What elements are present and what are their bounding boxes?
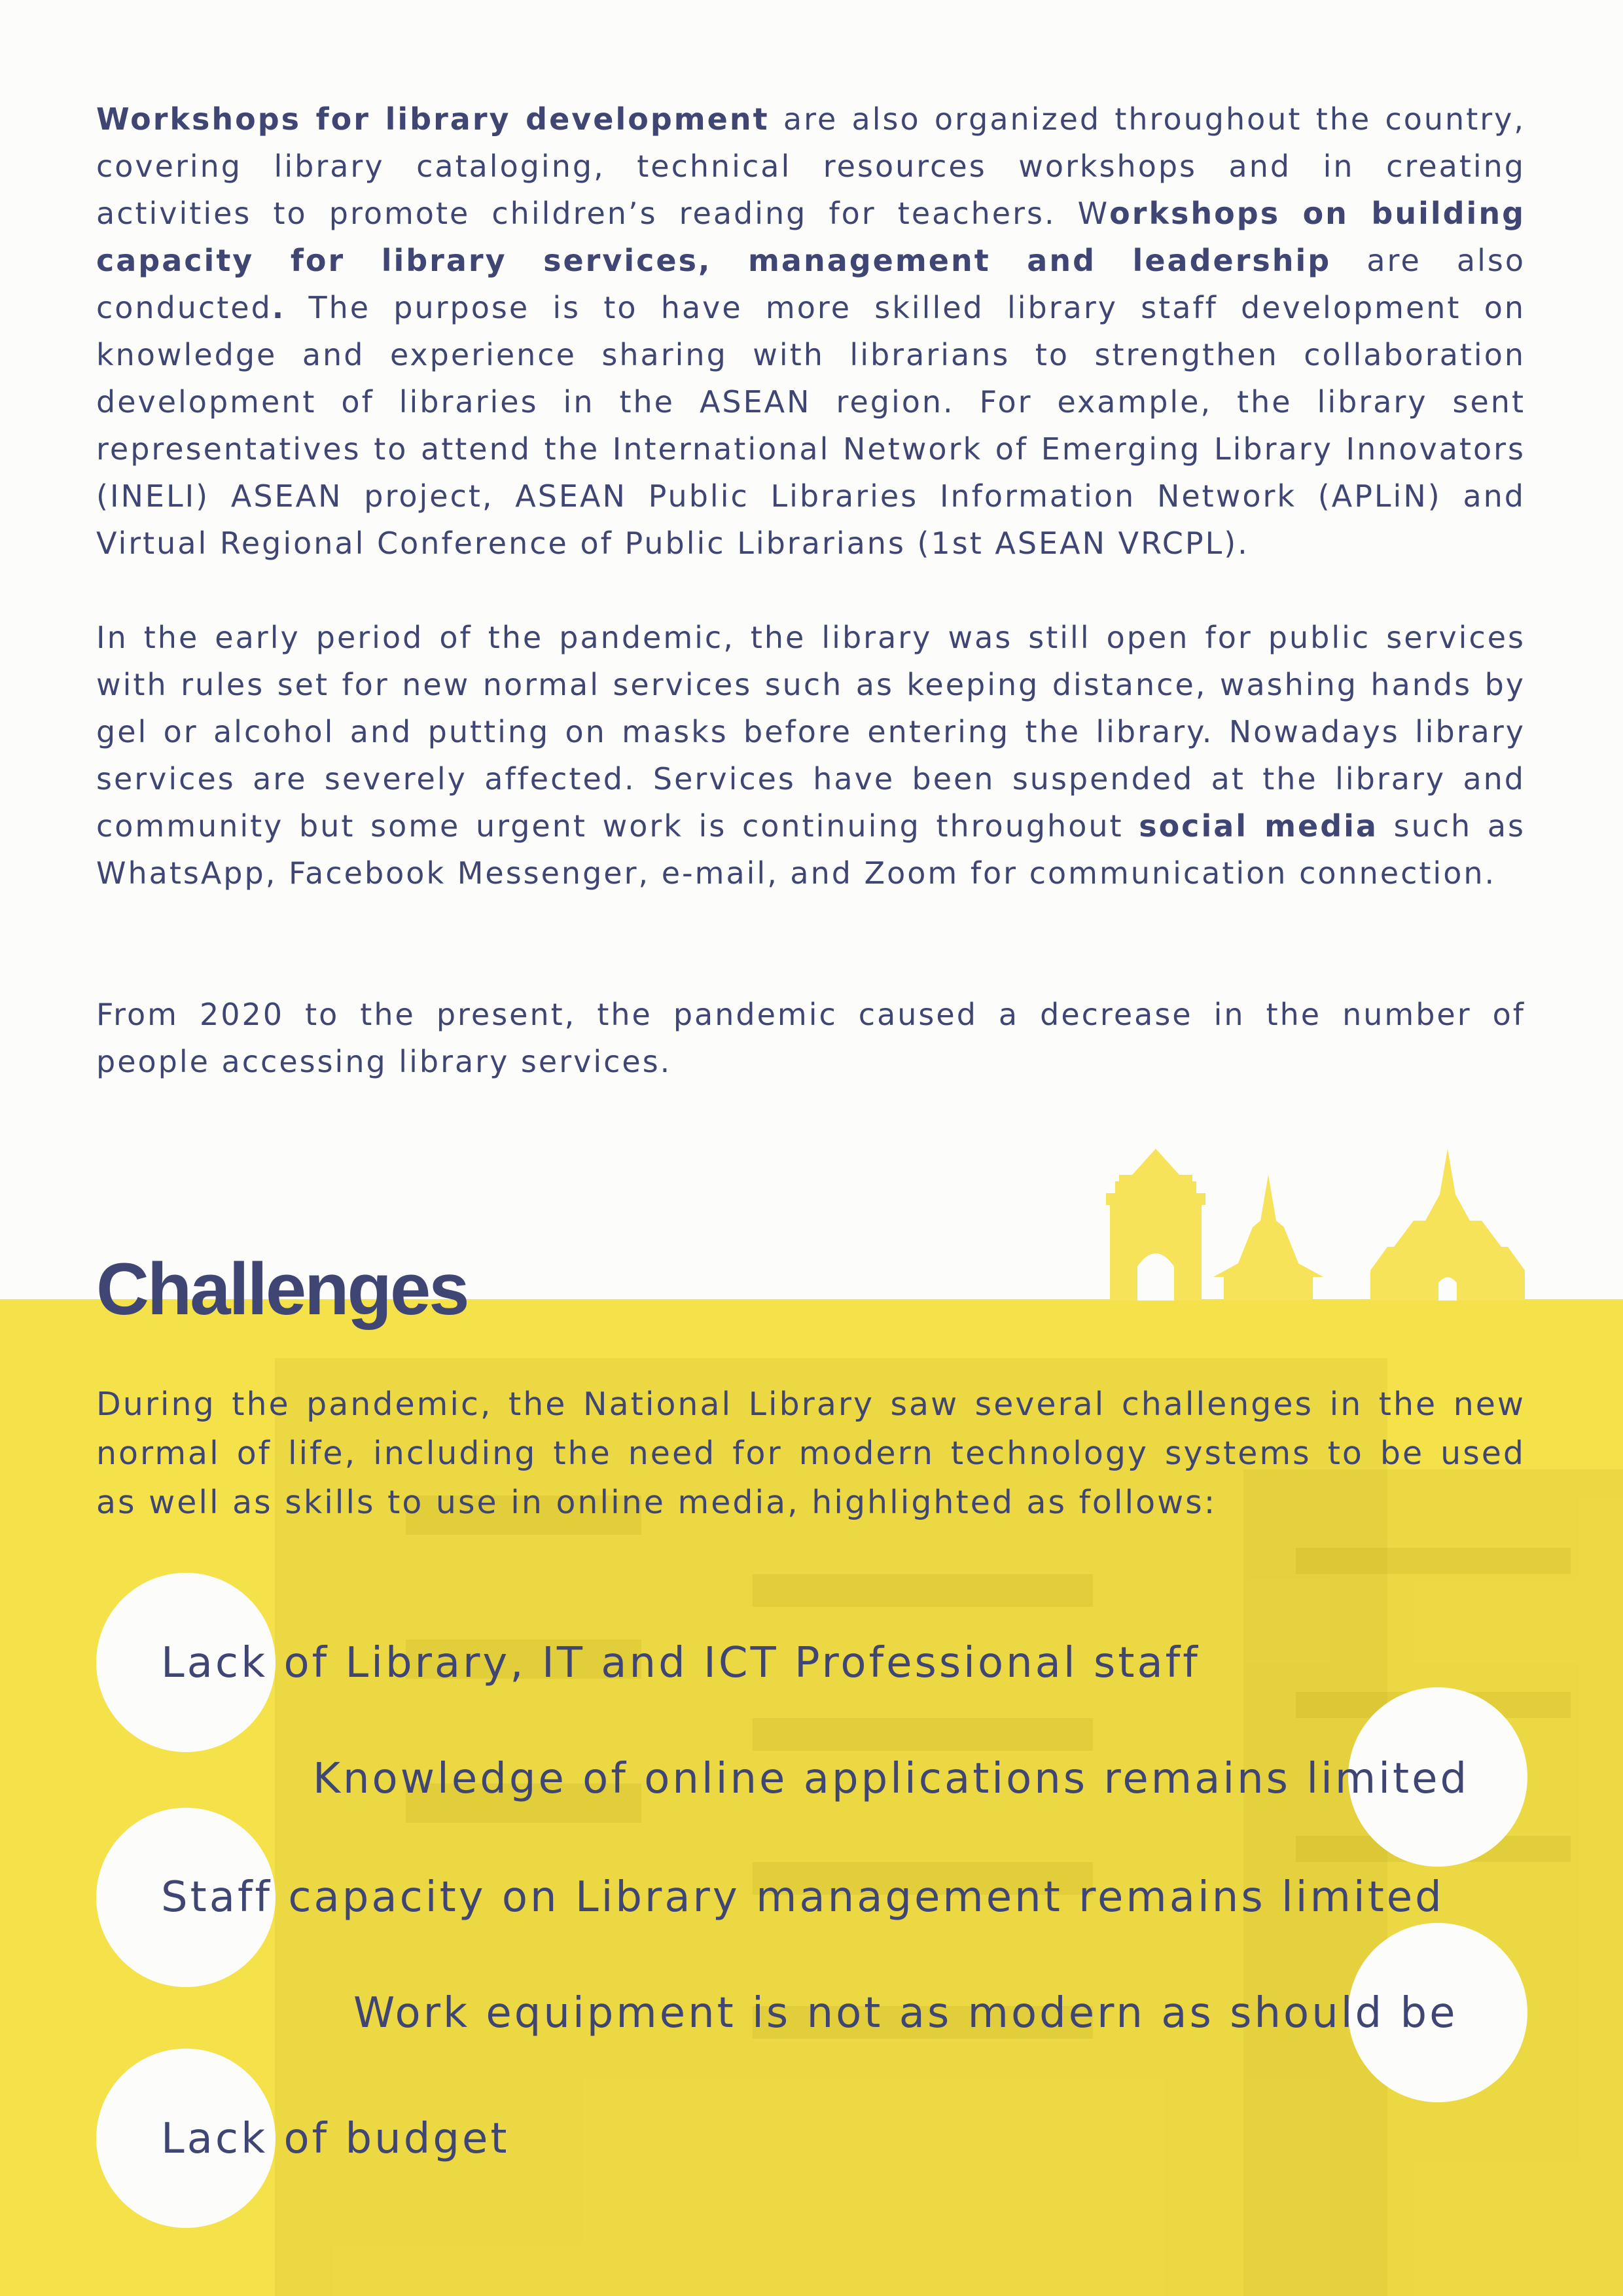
paragraph-pandemic	[96, 614, 1525, 897]
challenge-item: Knowledge of online applications remains limited	[313, 1755, 1470, 1803]
challenge-item: Lack of Library, IT and ICT Professional staff	[161, 1639, 1200, 1687]
landmark-skyline-icon	[1106, 1149, 1531, 1300]
challenge-item: Staff capacity on Library management remains limited	[161, 1873, 1444, 1922]
bold-text: social media	[1139, 808, 1378, 844]
building-window	[753, 1574, 1093, 1607]
body-text: In the early period of the pandemic, the library was still open for public services with rules set for new normal services such as keeping distance, washing hands by gel or alcohol and putting on masks before entering the library. Nowadays library services are severely affected. Services have been suspended at the library and community but some urgent work is continuing throughout	[96, 620, 1525, 844]
challenges-heading: Challenges	[96, 1248, 468, 1330]
paragraph-workshops	[96, 96, 1525, 567]
challenge-item: Lack of budget	[161, 2115, 510, 2163]
bold-text: Workshops for library development	[96, 101, 770, 137]
paragraph-decrease	[96, 991, 1525, 1085]
body-text: are also organized throughout the country, covering library cataloging, technical resources workshops and in creating activities to promote children’s reading for teachers. W	[96, 101, 1525, 231]
body-text: From 2020 to the present, the pandemic caused a decrease in the number of people accessing library services.	[96, 997, 1525, 1079]
body-text: such as WhatsApp, Facebook Messenger, e-mail, and Zoom for communication connection.	[96, 808, 1525, 891]
bold-text: .	[272, 290, 286, 325]
bold-text: orkshops on building capacity for library services, management and leadership	[96, 196, 1526, 278]
challenge-item: Work equipment is not as modern as should be	[353, 1989, 1458, 2037]
body-text: The purpose is to have more skilled library staff development on knowledge and experience sharing with librarians to strengthen collaboration development of libraries in the ASEAN region. For example, the library sent representatives to attend the International Network of Emerging Library Innovators (INELI) ASEAN project, ASEAN Public Libraries Information Network (APLiN) and Virtual Regional Conference of Public Librarians (1st ASEAN VRCPL).	[96, 290, 1525, 561]
challenges-intro: During the pandemic, the National Library saw several challenges in the new normal of life, including the need for modern technology systems to be used as well as skills to use in online media, highlighted as follows:	[96, 1386, 1525, 1521]
building-window	[1296, 1548, 1571, 1574]
building-window	[753, 1718, 1093, 1751]
body-text: are also conducted	[96, 243, 1525, 325]
